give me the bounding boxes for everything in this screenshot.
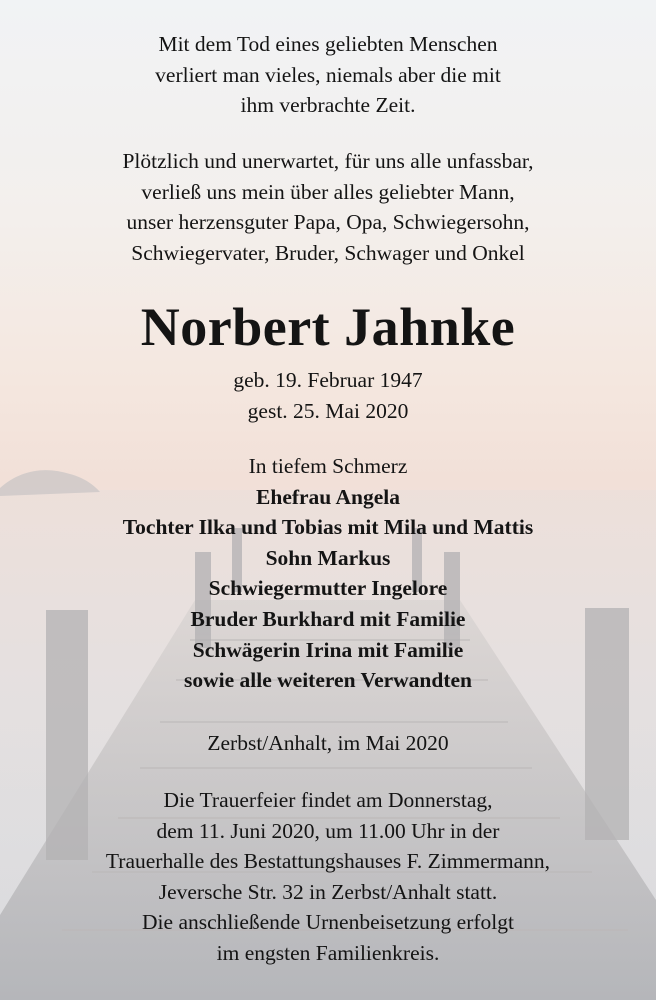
verse-line-2: verliert man vieles, niemals aber die mit: [155, 62, 501, 87]
mourner-line: sowie alle weiteren Verwandten: [183, 668, 473, 693]
life-dates: [0, 365, 656, 426]
mourner-line: Ehefrau Angela: [256, 484, 400, 509]
mourner-line: Sohn Markus: [265, 545, 391, 570]
birth-date: geb. 19. Februar 1947: [233, 368, 423, 392]
deceased-name: Norbert Jahnke: [140, 297, 516, 357]
funeral-line-4: Jeversche Str. 32 in Zerbst/Anhalt statt.: [158, 879, 498, 904]
verse-line-1: Mit dem Tod eines geliebten Menschen: [158, 32, 498, 56]
announcement-line-4: Schwiegervater, Bruder, Schwager und Onkel: [131, 240, 525, 265]
announcement-line-3: unser herzensguter Papa, Opa, Schwiegersohn,: [126, 210, 530, 235]
mourner-line: Schwiegermutter Ingelore: [208, 576, 448, 601]
place-and-date: [0, 728, 656, 759]
mourners-list: [0, 451, 656, 696]
mourner-line: Bruder Burkhard mit Familie: [190, 606, 466, 631]
mourning-intro: In tiefem Schmerz: [248, 454, 408, 478]
mourner-line: Tochter Ilka und Tobias mit Mila und Mattis: [122, 515, 534, 540]
death-announcement: [0, 146, 656, 268]
funeral-details: [0, 785, 656, 969]
funeral-line-2: dem 11. Juni 2020, um 11.00 Uhr in der: [156, 818, 500, 843]
funeral-line-3: Trauerhalle des Bestattungshauses F. Zimmermann,: [105, 849, 551, 874]
announcement-line-2: verließ uns mein über alles geliebter Mann,: [141, 179, 515, 204]
mourner-line: Schwägerin Irina mit Familie: [192, 637, 464, 662]
funeral-line-5: Die anschließende Urnenbeisetzung erfolgt: [142, 910, 514, 935]
verse: [0, 29, 656, 121]
verse-line-3: ihm verbrachte Zeit.: [240, 93, 416, 118]
announcement-line-1: Plötzlich und unerwartet, für uns alle unfassbar,: [122, 149, 534, 173]
funeral-line-1: Die Trauerfeier findet am Donnerstag,: [163, 788, 493, 812]
funeral-line-6: im engsten Familienkreis.: [216, 940, 440, 965]
place-date-line: Zerbst/Anhalt, im Mai 2020: [207, 731, 449, 755]
death-date: gest. 25. Mai 2020: [247, 398, 409, 423]
